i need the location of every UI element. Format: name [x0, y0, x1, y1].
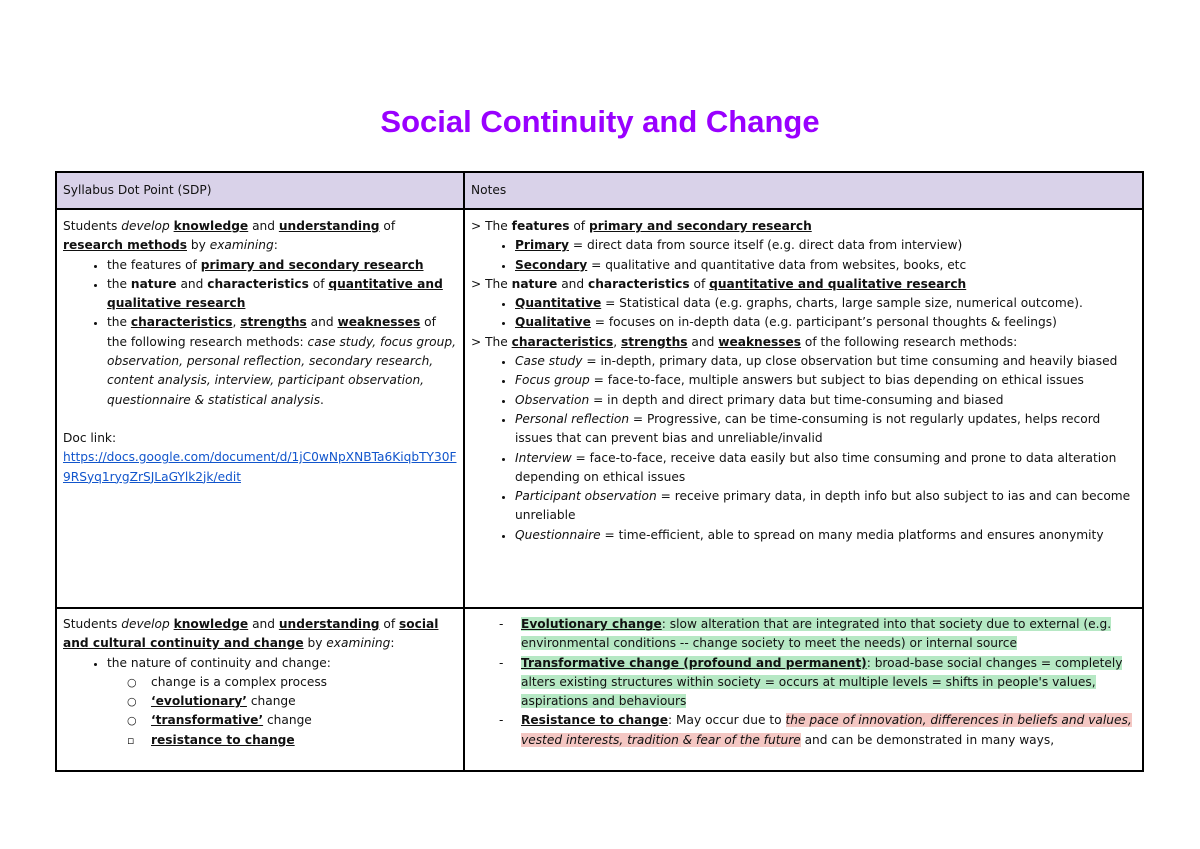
list-item: • Questionnaire = time-efficient, able to spread on many media platforms and ensures anonymity: [515, 526, 1136, 545]
list-item: ○ ‘transformative’ change: [151, 711, 457, 730]
list-item: • Secondary = qualitative and quantitative data from websites, books, etc: [515, 256, 1136, 275]
table-row: [56, 209, 1143, 608]
notes-list: [471, 615, 1136, 750]
page-title: Social Continuity and Change: [380, 104, 820, 139]
header-sdp-label: Syllabus Dot Point (SDP): [63, 182, 212, 197]
list-item: - Evolutionary change: slow alteration that are integrated into that society due to external (e.g. environmental conditions -- change society to meet the needs) or internal source: [521, 615, 1136, 654]
notes-list: [471, 236, 1136, 275]
list-item: • Observation = in depth and direct primary data but time-consuming and biased: [515, 391, 1136, 410]
syllabus-notes-table: [55, 171, 1144, 772]
list-item: ▫ resistance to change: [151, 731, 457, 750]
list-item: • Personal reflection = Progressive, can be time-consuming is not regularly updates, helps record issues that can prevent bias and unreliable/invalid: [515, 410, 1136, 449]
notes-cell-research-methods: [464, 209, 1143, 608]
sdp-cell-continuity-change: [56, 608, 464, 771]
table-row: [56, 608, 1143, 771]
list-item: - Transformative change (profound and permanent): broad-base social changes = completely alters existing structures within society = occurs at multiple levels = shifts in people's values, aspirations and behaviours: [521, 654, 1136, 712]
list-item: • the nature and characteristics of quantitative and qualitative research: [107, 275, 457, 314]
list-item: • Interview = face-to-face, receive data easily but also time consuming and prone to data alteration depending on ethical issues: [515, 449, 1136, 488]
list-item: ○ change is a complex process: [151, 673, 457, 692]
list-item: - Resistance to change: May occur due to the pace of innovation, differences in beliefs and values, vested interests, tradition & fear of the future and can be demonstrated in many ways,: [521, 711, 1136, 750]
sdp-bullets: [63, 256, 457, 410]
list-item: • Qualitative = focuses on in-depth data (e.g. participant’s personal thoughts & feelings): [515, 313, 1136, 332]
header-sdp: [56, 172, 464, 209]
notes-list: [471, 294, 1136, 333]
doc-link-label: Doc link:: [63, 430, 117, 445]
sdp-intro: Students develop knowledge and understanding of social and cultural continuity and change by examining:: [63, 617, 439, 651]
list-item: • the nature of continuity and change: ○ change is a complex process ○ ‘evolutionary’ change ○ ‘transformative’ change ▫ resistance to change: [107, 654, 457, 750]
header-notes: [464, 172, 1143, 209]
sdp-bullets: [63, 654, 457, 750]
list-item: • Participant observation = receive primary data, in depth info but also subject to ias and can become unreliable: [515, 487, 1136, 526]
table-header-row: [56, 172, 1143, 209]
sdp-cell-research-methods: [56, 209, 464, 608]
list-item: ○ ‘evolutionary’ change: [151, 692, 457, 711]
header-notes-label: Notes: [471, 182, 507, 197]
doc-link[interactable]: https://docs.google.com/document/d/1jC0wNpXNBTa6KiqbTY30F9RSyq1rygZrSJLaGYlk2jk/edit: [63, 450, 457, 484]
list-item: • Case study = in-depth, primary data, up close observation but time consuming and heavily biased: [515, 352, 1136, 371]
notes-heading: > The nature and characteristics of quantitative and qualitative research: [471, 276, 967, 291]
list-item: • Primary = direct data from source itself (e.g. direct data from interview): [515, 236, 1136, 255]
notes-heading: > The features of primary and secondary research: [471, 219, 812, 233]
notes-cell-continuity-change: [464, 608, 1143, 771]
sdp-intro: Students develop knowledge and understanding of research methods by examining:: [63, 219, 396, 253]
notes-heading: > The characteristics, strengths and weaknesses of the following research methods:: [471, 334, 1018, 349]
list-item: • the features of primary and secondary research: [107, 256, 457, 275]
sub-list: [107, 673, 457, 750]
list-item: • Quantitative = Statistical data (e.g. graphs, charts, large sample size, numerical outcome).: [515, 294, 1136, 313]
notes-list: [471, 352, 1136, 545]
list-item: • the characteristics, strengths and weaknesses of the following research methods: case study, focus group, observation, personal reflection, secondary research, content analysis, interview, participant observation, questionnaire & statistical analysis.: [107, 313, 457, 409]
list-item: • Focus group = face-to-face, multiple answers but subject to bias depending on ethical issues: [515, 371, 1136, 390]
